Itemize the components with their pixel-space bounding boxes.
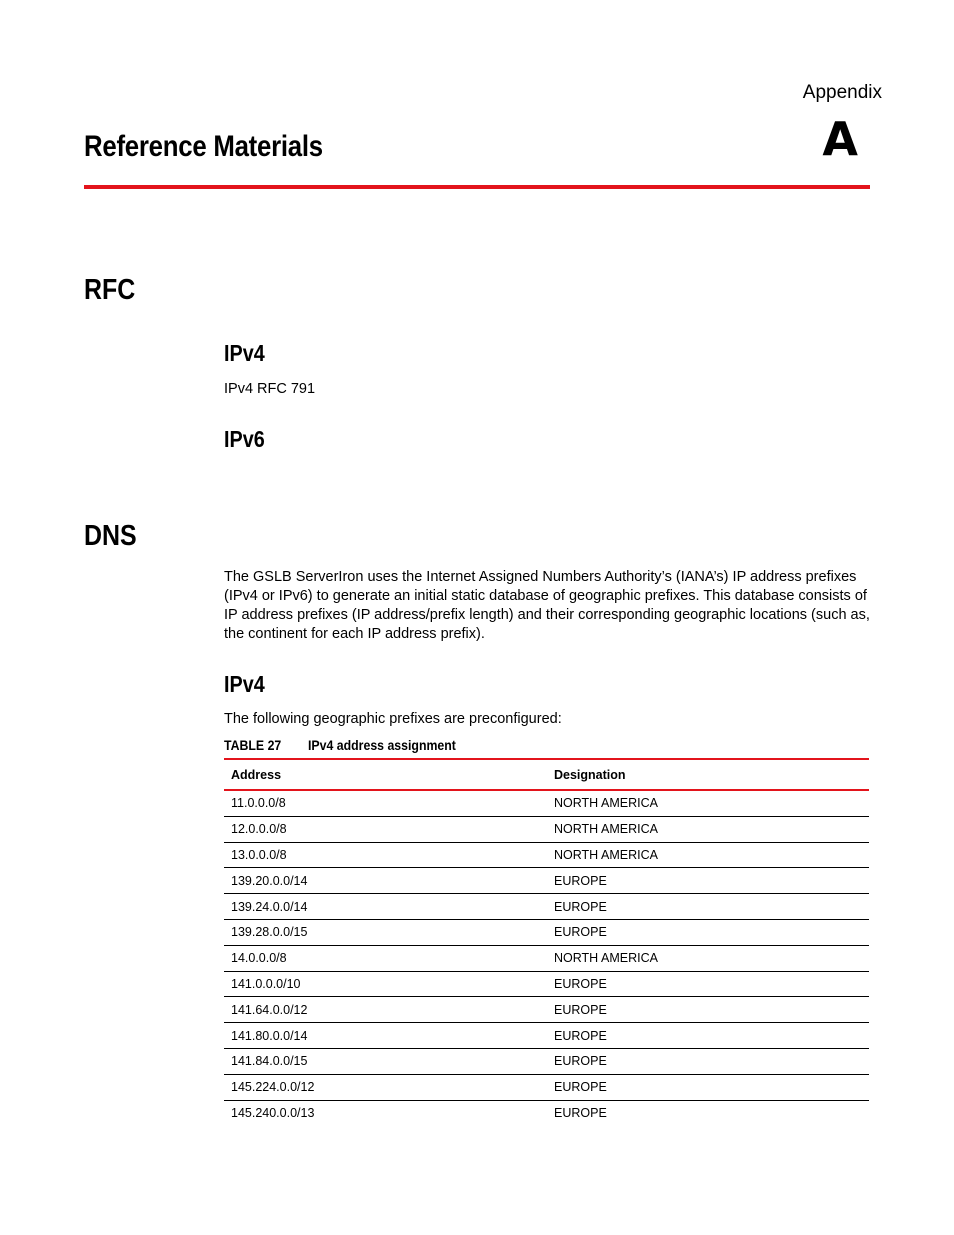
dns-ipv4-intro: The following geographic prefixes are preconfigured: <box>224 711 562 727</box>
rfc-ipv4-text: IPv4 RFC 791 <box>224 381 316 397</box>
column-header-address: Address <box>224 759 547 790</box>
table-number: TABLE 27 <box>224 737 282 753</box>
address-cell: 141.64.0.0/12 <box>224 997 547 1023</box>
designation-cell: NORTH AMERICA <box>547 816 869 842</box>
address-cell: 13.0.0.0/8 <box>224 842 547 868</box>
chapter-title: Reference Materials <box>84 130 323 163</box>
designation-cell: EUROPE <box>554 1105 607 1120</box>
table-row <box>224 945 869 971</box>
address-cell: 145.240.0.0/13 <box>231 1105 315 1120</box>
designation-cell: EUROPE <box>547 1074 869 1100</box>
table-row <box>224 971 869 997</box>
designation-cell: EUROPE <box>547 1048 869 1074</box>
section-heading-rfc: RFC <box>84 274 136 306</box>
table-row <box>224 1100 869 1125</box>
table-row <box>224 1048 869 1074</box>
table-row <box>224 1074 869 1100</box>
designation-cell: EUROPE <box>547 894 869 920</box>
dns-paragraph: The GSLB ServerIron uses the Internet Assigned Numbers Authority’s (IANA’s) IP address prefixes (IPv4 or IPv6) to generate an initial static database of geographic prefixes. This database consists of IP address prefixes (IP address/prefix length) and their corresponding geographic locations (such as, the continent for each IP address prefix). <box>224 569 870 642</box>
table-row <box>224 997 869 1023</box>
designation-cell: EUROPE <box>547 997 869 1023</box>
address-cell: 11.0.0.0/8 <box>224 790 547 816</box>
table-row <box>224 816 869 842</box>
title-rule <box>84 185 870 189</box>
designation-cell: NORTH AMERICA <box>547 842 869 868</box>
table-row <box>224 894 869 920</box>
address-cell: 145.224.0.0/12 <box>224 1074 547 1100</box>
address-cell: 139.20.0.0/14 <box>224 868 547 894</box>
address-cell: 141.80.0.0/14 <box>224 1023 547 1049</box>
appendix-letter: A <box>822 112 858 166</box>
designation-cell: EUROPE <box>547 919 869 945</box>
subsection-heading-dns-ipv4: IPv4 <box>224 671 265 697</box>
address-cell: 139.24.0.0/14 <box>224 894 547 920</box>
ipv4-address-table <box>224 758 869 1125</box>
designation-cell: EUROPE <box>547 868 869 894</box>
table-row <box>224 868 869 894</box>
address-cell: 14.0.0.0/8 <box>224 945 547 971</box>
subsection-heading-rfc-ipv6: IPv6 <box>224 426 265 452</box>
appendix-label: Appendix <box>802 82 882 103</box>
table-title: IPv4 address assignment <box>308 737 456 753</box>
table-header-row <box>224 759 869 790</box>
address-cell: 141.0.0.0/10 <box>224 971 547 997</box>
table-row <box>224 790 869 816</box>
designation-cell: EUROPE <box>547 971 869 997</box>
designation-cell: NORTH AMERICA <box>547 945 869 971</box>
table-row <box>224 919 869 945</box>
address-cell: 12.0.0.0/8 <box>224 816 547 842</box>
address-cell: 139.28.0.0/15 <box>224 919 547 945</box>
subsection-heading-rfc-ipv4: IPv4 <box>224 340 265 366</box>
section-heading-dns: DNS <box>84 520 137 552</box>
table-row <box>224 1023 869 1049</box>
designation-cell: EUROPE <box>547 1023 869 1049</box>
address-cell: 141.84.0.0/15 <box>224 1048 547 1074</box>
table-row <box>224 842 869 868</box>
table-caption <box>224 737 476 753</box>
designation-cell: NORTH AMERICA <box>547 790 869 816</box>
column-header-designation: Designation <box>547 759 869 790</box>
